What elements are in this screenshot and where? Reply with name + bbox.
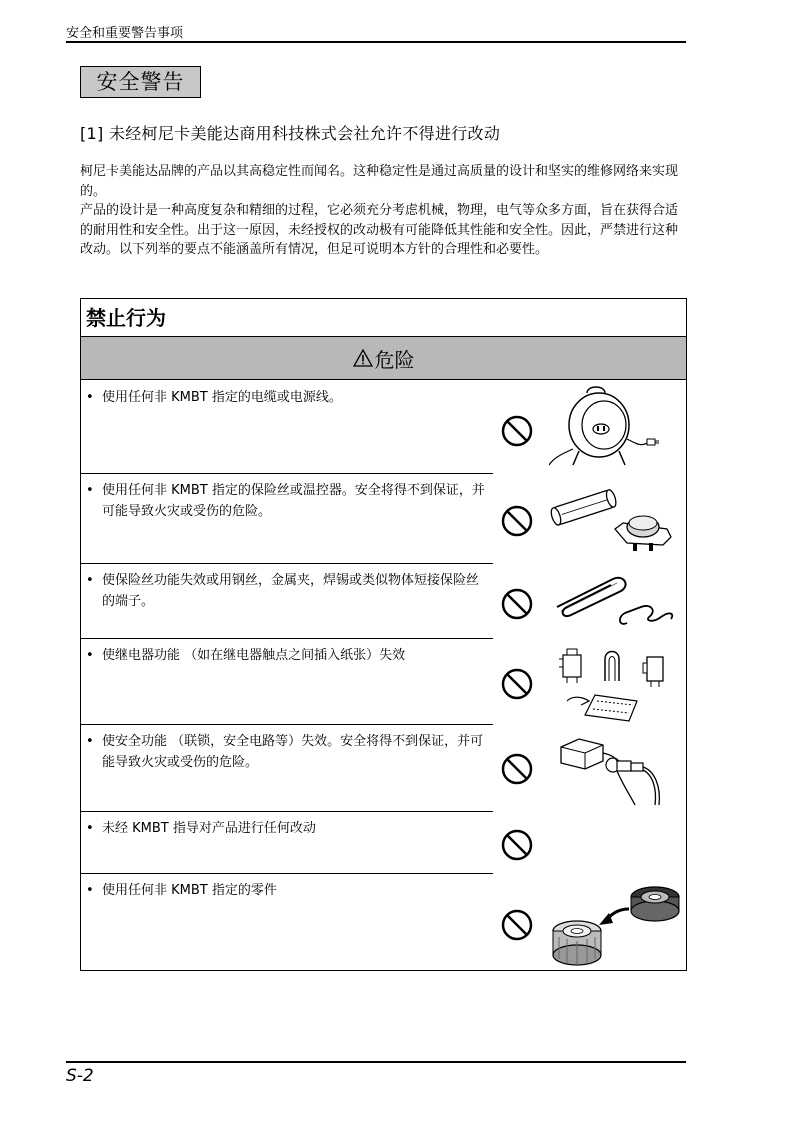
row-text: 使继电器功能 （如在继电器触点之间插入纸张）失效	[102, 648, 406, 663]
intro-text	[80, 162, 686, 260]
prohibition-icon	[501, 753, 533, 785]
prohibition-icon	[501, 668, 533, 700]
row-text: 未经 KMBT 指导对产品进行任何改动	[102, 821, 316, 836]
chapter-header: 安全和重要警告事项	[66, 26, 184, 41]
connector-icon	[551, 727, 677, 809]
danger-label: 危险	[374, 347, 415, 372]
footer-rule	[66, 1061, 686, 1063]
table-row: • 使用任何非 KMBT 指定的零件	[81, 874, 493, 970]
table-row: • 使保险丝功能失效或用钢丝，金属夹，焊锡或类似物体短接保险丝的端子。	[81, 564, 493, 638]
prohibition-icon	[501, 909, 533, 941]
page-number: S-2	[66, 1066, 94, 1086]
relay-icon	[549, 645, 677, 723]
paper-clip-icon	[551, 567, 677, 635]
row-text: 使安全功能 （联锁，安全电路等）失效。安全将得不到保证，并可能导致火灾或受伤的危险。	[102, 734, 484, 770]
table-row: • 使继电器功能 （如在继电器触点之间插入纸张）失效	[81, 639, 493, 724]
intro-paragraph-1: 柯尼卡美能达品牌的产品以其高稳定性而闻名。这种稳定性是通过高质量的设计和坚实的维修网络来实现的。	[80, 164, 679, 199]
table-row: • 使用任何非 KMBT 指定的电缆或电源线。	[81, 381, 493, 473]
row-text: 使用任何非 KMBT 指定的保险丝或温控器。安全将得不到保证，并可能导致火灾或受伤的危险。	[102, 483, 485, 519]
table-title: 禁止行为	[81, 299, 686, 337]
cable-reel-icon	[549, 385, 673, 471]
prohibition-icon	[501, 829, 533, 861]
prohibition-icon	[501, 415, 533, 447]
row-text: 使用任何非 KMBT 指定的电缆或电源线。	[102, 390, 342, 405]
fuse-thermostat-icon	[547, 479, 675, 561]
header-rule	[66, 41, 686, 43]
table-row: • 使用任何非 KMBT 指定的保险丝或温控器。安全将得不到保证，并可能导致火灾或受伤的危险。	[81, 474, 493, 563]
row-text: 使用任何非 KMBT 指定的零件	[102, 883, 277, 898]
intro-paragraph-2: 产品的设计是一种高度复杂和精细的过程，它必须充分考虑机械，物理，电气等众多方面，旨在获得合适的耐用性和安全性。出于这一原因，未经授权的改动极有可能降低其性能和安全性。因此，严禁进行这种改动。以下列举的要点不能涵盖所有情况，但足可说明本方针的合理性和必要性。	[80, 203, 679, 257]
prohibition-icon	[501, 505, 533, 537]
prohibition-icon	[501, 588, 533, 620]
table-row: • 使安全功能 （联锁，安全电路等）失效。安全将得不到保证，并可能导致火灾或受伤的危险。	[81, 725, 493, 811]
prohibited-actions-table	[80, 298, 687, 971]
gears-icon	[551, 879, 683, 969]
section-title: 安全警告	[80, 66, 201, 98]
danger-band	[81, 337, 686, 380]
subheading: [1] 未经柯尼卡美能达商用科技株式会社允许不得进行改动	[80, 124, 501, 143]
warning-triangle-icon	[353, 349, 373, 367]
row-text: 使保险丝功能失效或用钢丝，金属夹，焊锡或类似物体短接保险丝的端子。	[102, 573, 480, 609]
table-row: • 未经 KMBT 指导对产品进行任何改动	[81, 812, 493, 873]
